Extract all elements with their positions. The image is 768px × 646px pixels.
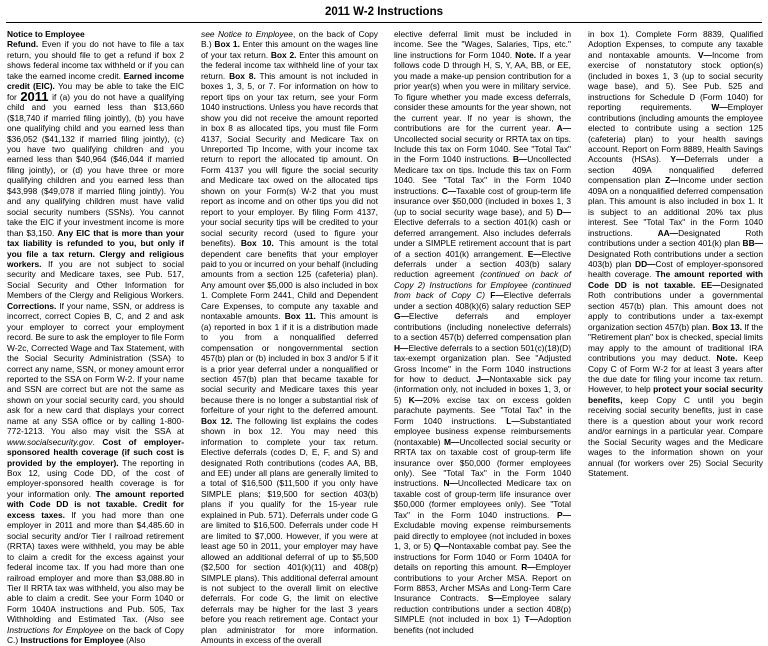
notice-reference: see Notice to Employee	[201, 29, 293, 39]
box12-codes-part2	[588, 29, 763, 478]
code-w-label: W—	[711, 102, 728, 113]
code-e-label: E—	[527, 248, 542, 259]
code-p-label: P—	[557, 509, 571, 520]
code-aa-label: AA—	[657, 227, 679, 238]
box12-codes-part1	[394, 29, 571, 635]
code-j-text: Nontaxable sick pay (information only, not included in boxes 1, 3, or 5)	[394, 373, 572, 405]
code-l-text: Substantiated employee business expense reimbursements (nontaxable)	[394, 415, 572, 447]
box13-label: Box 13.	[712, 321, 742, 332]
code-b-text: Uncollected Medicare tax on tips. Include this tax on Form 1040. See "Total Tax" in the Form 1040 instructions.	[394, 154, 572, 196]
title-divider	[6, 22, 762, 23]
code-h-label: H—	[394, 342, 409, 353]
refund-text: Even if you do not have to file a tax return, you should file to get a refund if box 2 shows federal income tax withheld or if you can take the earned income credit.	[7, 39, 184, 81]
code-z-text: Income under section 409A on a nonqualified deferred compensation plan. This amount is also included in box 1. It is subject to an additional 20% tax plus interest. See "Total Tax" in the Form 1040 instructions.	[588, 175, 763, 238]
code-k-label: K—	[408, 394, 424, 405]
code-d-text: Elective deferrals to a section 401(k) cash or deferred arrangement. Also includes deferrals under a SIMPLE retirement account that is part of a section 401(k) arrangement.	[394, 217, 571, 259]
code-c-text: Taxable cost of group-term life insurance over $50,000 (included in boxes 1, 3 (up to social security wage base), and 5)	[394, 185, 571, 217]
code-e-text: Elective deferrals under a section 403(b) salary reduction agreement	[394, 248, 572, 280]
code-d-label: D—	[556, 206, 571, 217]
code-k-text: 20% excise tax on excess golden parachute payments. See "Total Tax" in the Form 1040 instructions.	[394, 394, 571, 426]
code-f-label: F—	[490, 290, 504, 301]
notice-heading: Notice to Employee	[7, 29, 85, 39]
excess-text: If you had more than one employer in 2011 and more than $4,485.60 in social security and/or Tier I railroad retirement (RRTA) taxes were withheld, you may be able to claim a credit for the excess against your federal income tax. If you had more than one railroad employer and more than $3,088.80 in Tier II RRTA tax was withheld, you also may be able to claim a credit. See your Form 1040 or Form 1040A instructions and Pub. 505, Tax Withholding and Estimated Tax. (Also see	[7, 509, 184, 625]
code-t-continued: in box 1). Complete Form 8839, Qualified Adoption Expenses, to compute any taxable and nontaxable amounts.	[588, 29, 763, 60]
coverage-bold-text: The amount reported with Code DD is not taxable.	[7, 488, 184, 510]
column-3	[394, 29, 572, 635]
continued-note: (continued on back of Copy 2) Instructions for Employee (continued from back of Copy C)	[394, 269, 571, 301]
excess-italic: Instructions for Employee	[7, 624, 104, 635]
clergy-text: If you are not subject to social security and Medicare taxes, see Pub. 517, Social Security and Other Information for Members of the Clergy and Religious Workers.	[7, 258, 184, 301]
box12-text: The following list explains the codes shown in box 12. You may need this information to complete your tax return. Elective deferrals (codes D, E, F, and S) and designated Roth contributions (codes AA, BB, and EE) under all plans are generally limited to a total of $16,500 ($11,500 if you only have SIMPLE plans; $19,500 for section 403(b) plans if you qualify for the 15-year rule explained in Pub. 571). Deferrals under code G are limited to $16,500. Deferrals under code H are limited to $7,000. However, if you were at least age 50 in 2011, your employer may have allowed an additional deferral of up to $5,500 ($2,500 for section 401(k)(11) and 408(p) SIMPLE plans). This additional deferral amount is not subject to the overall limit on elective deferrals. For code G, the limit on elective deferrals may be higher for the last 3 years before you reach retirement age. Contact your plan administrator for more information. Amounts in excess of the overall	[201, 415, 378, 646]
code-dd-text: Cost of employer-sponsored health coverage.	[588, 258, 764, 280]
corrections-text: If your name, SSN, or address is incorrect, correct Copies B, C, and 2 and ask your employer to correct your employment record. Be sure to ask the employer to file Form W-2c, Corrected Wage and Tax Statement, with the Social Security Administration (SSA) to correct any name, SSN, or money amount error reported to the SSA on Form W-2. If your name and SSN are correct but are not the same as shown on your social security card, you should ask for a new card that displays your correct name at any SSA office or by calling 1-800-772-1213. You also may visit the SSA at	[7, 300, 185, 437]
column-1	[7, 29, 185, 646]
excess-label: Credit for excess taxes.	[7, 499, 185, 520]
note-text: If a year follows code D through H, S, Y, AA, BB, or EE, you made a make-up pension contribution for a prior year(s) when you were in military service. To figure whether you made excess deferrals, consider these amounts for the year shown, not the current year. If no year is shown, the contributions are for the current year.	[394, 49, 572, 134]
code-bb-text: Designated Roth contributions under a section 403(b) plan	[588, 248, 763, 269]
coverage-label: Cost of employer-sponsored health coverage (if such cost is provided by the employer).	[7, 436, 184, 468]
keep-note-text-2: keep Copy C until you begin receiving social security benefits, just in case there is a question about your work record and/or earnings in a particular year. Compare the Social Security wages and the Medicare wages to the information shown on your annual (for workers over 25) Social Security Statement.	[588, 394, 763, 479]
box11-label: Box 11.	[284, 311, 316, 322]
code-m-label: M—	[443, 436, 460, 447]
deferral-limit-text: elective deferral limit must be included in income. See the "Wages, Salaries, Tips, etc." line instructions for Form 1040.	[394, 29, 571, 60]
code-r-label: R—	[521, 562, 536, 573]
code-bb-label: BB—	[742, 238, 764, 249]
box10-text: This amount is the total dependent care benefits that your employer paid to you or incurred on your behalf (including amounts from a section 125 (cafeteria) plan). Any amount over $5,000 is also included in box 1. Complete Form 2441, Child and Dependent Care Expenses, to compute any taxable and nontaxable amounts.	[201, 238, 378, 322]
box1-label: Box 1.	[214, 39, 240, 50]
code-v-label: V—	[697, 49, 712, 60]
refund-label: Refund.	[7, 39, 39, 50]
code-ee-label: EE—	[701, 279, 721, 290]
note-label: Note.	[515, 49, 537, 60]
code-y-text: Deferrals under a section 409A nonqualified deferred compensation plan	[588, 154, 763, 186]
code-a-label: A—	[556, 123, 571, 134]
code-q-text: Nontaxable combat pay. See the instructions for Form 1040 or Form 1040A for details on reporting this amount.	[394, 541, 572, 573]
box8-text: This amount is not included in boxes 1, 3, 5, or 7. For information on how to report tips on your tax return, see your Form 1040 instructions. Unless you have records that show you did not receive the amount reported in box 8 as allocated tips, you must file Form 4137, Social Security and Medicare Tax on Unreported Tip Income, with your income tax return to report the allocated tip amount. On Form 4137 you will figure the social security and Medicare tax owed on the allocated tips shown on your Form(s) W-2 that you must report as income and on other tips you did not report to your employer. By filing Form 4137, your social security tips will be credited to your social security record (used to figure your benefits).	[201, 70, 378, 249]
instructions-label: Instructions for Employee	[20, 635, 124, 646]
code-w-text: Employer contributions (including amounts the employee elected to contribute using a section 125 (cafeteria) plan) to your health savings account. Report on Form 8889, Health Savings Accounts (HSAs).	[588, 102, 763, 165]
keep-note-text-1: Keep Copy C of Form W-2 for at least 3 years after the due date for filing your income tax return. However, to help	[588, 353, 764, 395]
column-2	[201, 29, 379, 646]
code-j-label: J—	[476, 373, 490, 384]
box1-text: Enter this amount on the wages line of your tax return.	[201, 39, 379, 60]
page-title: 2011 W-2 Instructions	[325, 6, 443, 18]
code-ee-text: Designated Roth contributions under a governmental section 457(b) plan. This amount does not apply to contributions under a tax-exempt organization section 457(b) plan.	[588, 279, 763, 332]
box8-label: Box 8.	[229, 70, 256, 81]
code-dd-label: DD—	[635, 258, 656, 269]
eic-label: Earned income credit (EIC).	[7, 70, 184, 92]
code-m-text: Uncollected social security or RRTA tax on taxable cost of group-term life insurance over $50,000 (former employees only). See "Total Tax" in the Form 1040 instructions.	[394, 436, 571, 489]
coverage-text: The reporting in Box 12, using Code DD, of the cost of employer-sponsored health coverage is for your information only.	[7, 457, 184, 499]
notice-section: Notice to Employee Refund. Even if you do not have to file a tax return, you should file to get a refund if box 2 shows federal income tax withheld or if you can take the earned income credit. Earned income credit (EIC). You may be able to take the EIC for 2011 if (a) you do not have a qualifying child and you earned less than $13,660 ($18,740 if married filing jointly), (b) you have one qualifying child and you earned less than $36,052 ($41,132 if married filing jointly), (c) you have two qualifying children and you earned less than $40,964 ($46,044 if married filing jointly), or (d) you have three or more qualifying children and you earned less than $43,998 ($49,078 if married filing jointly). You and any qualifying children must have valid social security numbers (SSNs). You cannot take the EIC if your investment income is more than $3,150. Any EIC that is more than your tax liability is refunded to you, but only if you file a tax return. Clergy and religious workers. If you are not subject to social security and Medicare taxes, see Pub. 517, Social Security and Other Information for Members of the Clergy and Religious Workers. Corrections. If your name, SSN, or address is incorrect, correct Copies B, C, and 2 and ask your employer to correct your employment record. Be sure to ask the employer to file Form W-2c, Corrected Wage and Tax Statement, with the Social Security Administration (SSA) to correct any name, SSN, or money amount error reported to the SSA on Form W-2. If your name and SSN are correct but are not the same as shown on your social security card, you should ask for a new card that displays your correct name at any SSA office or by calling 1-800-772-1213. You also may visit the SSA at www.socialsecurity.gov. Cost of employer-sponsored health coverage (if such cost is provided by the employer). The reporting in Box 12, using Code DD, of the cost of employer-sponsored health coverage is for your information only. The amount reported with Code DD is not taxable. Credit for excess taxes. If you had more than one employer in 2011 and more than $4,485.60 in social security and/or Tier I railroad retirement (RRTA) taxes were withheld, you may be able to claim a credit for the excess against your federal income tax. If you had more than one railroad employer and more than $3,088.80 in Tier II RRTA tax was withheld, you also may be able to claim a credit. See your Form 1040 or Form 1040A instructions and Pub. 505, Tax Withholding and Estimated Tax. (Also see Instructions for Employee on the back of Copy C.) Instructions for Employee (Also	[7, 29, 185, 646]
box-instructions	[201, 29, 378, 646]
eic-year: 2011	[20, 88, 49, 104]
code-l-label: L—	[506, 415, 520, 426]
code-n-label: N—	[443, 478, 458, 489]
code-v-text: Income from exercise of nonstatutory stock option(s) (included in boxes 1, 3 (up to social security wage base), and 5). See Pub. 525 and instructions for Schedule D (Form 1040) for reporting requirements.	[588, 49, 764, 113]
code-c-label: C—	[441, 185, 457, 196]
box11-text: This amount is (a) reported in box 1 if it is a distribution made to you from a nonqualified deferred compensation or nongovernmental section 457(b) plan or (b) included in box 3 and/or 5 if it is a prior year deferral under a nonqualified or section 457(b) plan that became taxable for social security and Medicare taxes this year because there is no longer a substantial risk of forfeiture of your right to the deferred amount.	[201, 311, 378, 416]
code-g-text: Elective deferrals and employer contributions (including nonelective deferrals) to a section 457(b) deferred compensation plan	[394, 311, 571, 343]
box13-text: If the "Retirement plan" box is checked, special limits may apply to the amount of traditional IRA contributions you may deduct.	[588, 321, 764, 364]
code-f-text: Elective deferrals under a section 408(k)(6) salary reduction SEP	[394, 290, 571, 311]
code-s-label: S—	[487, 593, 502, 604]
keep-note-label: Note.	[716, 353, 738, 364]
box12-label: Box 12.	[201, 415, 233, 426]
eic-bold-text: Any EIC that is more than your tax liability is refunded to you, but only if you file a tax return.	[7, 227, 185, 259]
excess-tail: on the back of Copy C.)	[7, 624, 184, 646]
corrections-label: Corrections.	[7, 300, 57, 311]
box10-label: Box 10.	[240, 238, 274, 249]
code-h-text: Elective deferrals to a section 501(c)(18)(D) tax-exempt organization plan. See "Adjusted Gross Income" in the Form 1040 instructions for how to deduct.	[394, 342, 571, 384]
code-r-text: Employer contributions to your Archer MSA. Report on Form 8853, Archer MSAs and Long-Term Care Insurance Contracts.	[394, 562, 571, 604]
code-z-label: Z—	[665, 175, 679, 186]
code-dd-bold: The amount reported with Code DD is not taxable.	[588, 269, 764, 290]
notice-reference-tail: , on the back of Copy B.)	[201, 29, 378, 50]
code-g-label: G—	[394, 311, 409, 322]
code-aa-text: Designated Roth contributions under a section 401(k) plan	[588, 227, 764, 249]
ssa-url: www.socialsecurity.gov	[7, 436, 93, 447]
code-y-label: Y—	[670, 154, 685, 165]
code-s-text: Employee salary reduction contributions under a section 408(p) SIMPLE (not included in box 1)	[394, 593, 571, 625]
box2-label: Box 2.	[270, 49, 297, 60]
column-4	[588, 29, 763, 589]
keep-note-bold: protect your social security benefits,	[588, 384, 763, 405]
code-p-text: Excludable moving expense reimbursements paid directly to employee (not included in boxes 1, 3, or 5)	[394, 520, 571, 552]
eic-text-1: You may be able to take the EIC for	[7, 81, 184, 102]
eic-text-2: if (a) you do not have a qualifying child and you earned less than $13,660 ($18,740 if married filing jointly), (b) you have one qualifying child and you earned less than $36,052 ($41,132 if married filing jointly), (c) you have two qualifying children and you earned less than $40,964 ($46,044 if married filing jointly), or (d) you have three or more qualifying children and you earned less than $43,998 ($49,078 if married filing jointly). You and any qualifying children must have valid social security numbers (SSNs). You cannot take the EIC if your investment income is more than $3,150.	[7, 91, 184, 238]
instructions-tail: (Also	[126, 635, 146, 646]
code-a-text: Uncollected social security or RRTA tax on tips. Include this tax on Form 1040. See "Total Tax" in the Form 1040 instructions.	[394, 133, 571, 165]
code-n-text: Uncollected Medicare tax on taxable cost of group-term life insurance over $50,000 (former employees only). See "Total Tax" in the Form 1040 instructions.	[394, 478, 571, 520]
clergy-label: Clergy and religious workers.	[7, 248, 185, 269]
code-t-label: T—	[524, 614, 538, 625]
box2-text: Enter this amount on the federal income tax withheld line of your tax return.	[201, 49, 379, 81]
code-t-text: Adoption benefits (not included	[394, 614, 571, 635]
code-b-label: B—	[512, 154, 528, 165]
code-q-label: Q—	[433, 541, 449, 552]
